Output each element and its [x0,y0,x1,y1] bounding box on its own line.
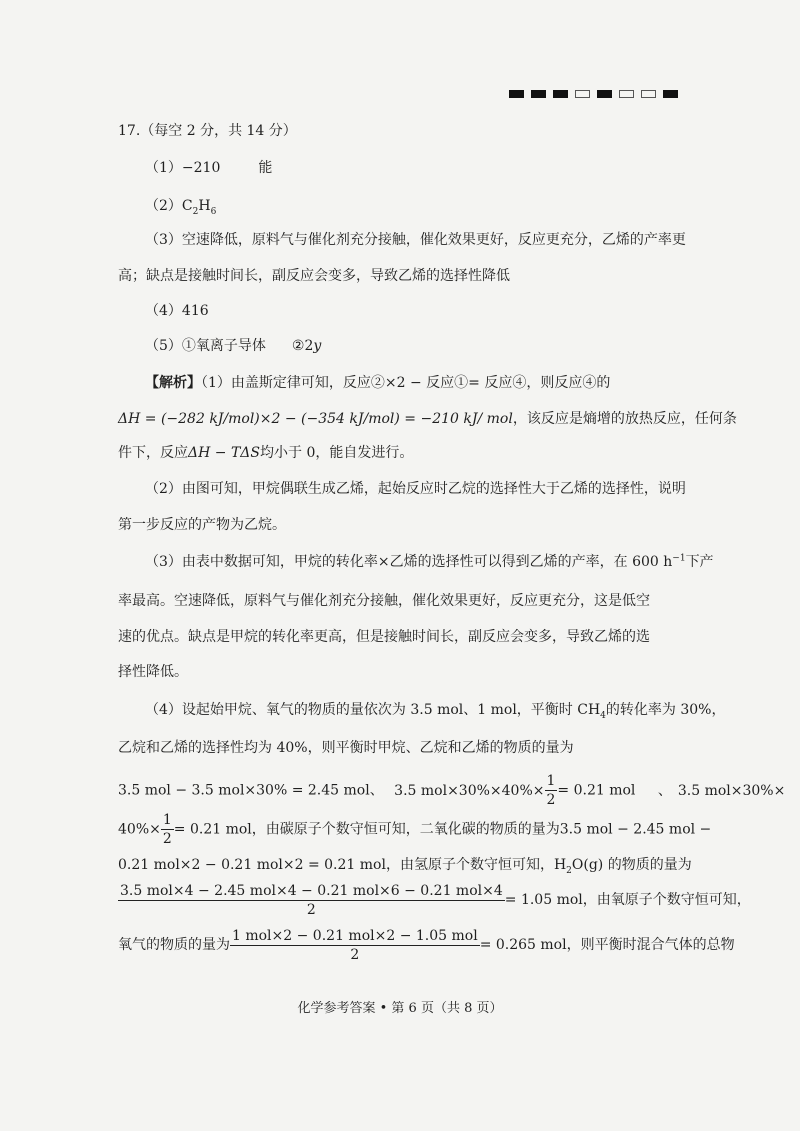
formula-c: C [181,198,193,214]
header-mark [531,90,546,98]
analysis-1-line-3-a: 件下，反应 [118,445,188,461]
answer-2 [145,196,216,216]
answer-5-part-1: （5）①氧离子导体 [145,338,266,354]
analysis-3-line-1-b: 下产 [685,554,714,570]
header-marks [509,90,678,98]
separator: 、 [657,782,672,799]
answer-3-line-2: 高；缺点是接触时间长，副反应会变多，导致乙烯的选择性降低 [118,268,510,284]
ch4-subscript: 4 [600,710,606,721]
question-17-title: 17.（每空 2 分，共 14 分） [118,123,297,139]
fraction-denominator: 2 [162,831,172,847]
water-fraction [118,882,505,919]
fraction-denominator: 2 [350,946,360,963]
answer-5 [145,336,321,356]
analysis-3-line-4: 择性降低。 [118,664,188,680]
answer-3-line-1: （3）空速降低，原料气与催化剂充分接触，催化效果更好，反应更充分，乙烯的产率更 [145,232,686,248]
analysis-1-text: （1）由盖斯定律可知，反应②×2 − 反应①= 反应④，则反应④的 [201,375,611,391]
answer-1-value: （1）−210 [145,160,221,176]
enthalpy-formula: ΔH = (−282 kJ/mol)×2 − (−354 kJ/mol) = −210 kJ/ mol [118,411,513,427]
fraction-numerator: 1 [546,773,556,789]
water-result: = 1.05 mol [504,892,583,908]
co2-equation-post: 0.21 mol×2 − 0.21 mol×2 = 0.21 mol [118,857,386,873]
ethylene-equation-cont: 40%× [118,821,161,838]
analysis-4-line-1-a: （4）设起始甲烷、氧气的物质的量依次为 3.5 mol、1 mol，平衡时 CH [145,702,601,718]
analysis-4-line-7 [118,925,735,965]
analysis-4-line-5 [118,855,692,875]
oxygen-fraction [230,927,480,964]
unit-exponent: −1 [672,553,686,564]
answer-4: （4）416 [145,303,209,319]
analysis-4-line-4 [118,811,711,848]
page-footer: 化学参考答案 • 第 6 页（共 8 页） [297,1001,503,1016]
header-mark [575,90,590,98]
answer-1 [145,158,272,178]
analysis-4-line-2: 乙烷和乙烯的选择性均为 40%，则平衡时甲烷、乙烷和乙烯的物质的量为 [118,740,574,756]
answer-2-label: （2） [145,198,182,214]
analysis-3-line-1-a: （3）由表中数据可知，甲烷的转化率×乙烯的选择性可以得到乙烯的产率，在 600 h [145,554,673,570]
analysis-2-line-1: （2）由图可知，甲烷偶联生成乙烯，起始反应时乙烷的选择性大于乙烯的选择性，说明 [145,481,686,497]
analysis-heading: 【解析】 [145,375,201,391]
ethane-equation-post: = 0.21 mol [557,782,636,799]
analysis-4-line-1 [145,700,725,720]
fraction-half [545,772,558,809]
header-mark [553,90,568,98]
analysis-1-line-2 [118,409,737,429]
analysis-4-line-6 [118,880,751,920]
fraction-numerator: 1 [162,812,172,828]
co2-equation-pre: 3.5 mol − 2.45 mol − [559,821,712,838]
analysis-4-line-5-a: ，由氢原子个数守恒可知，H [385,857,567,873]
fraction-denominator: 2 [546,792,556,808]
fraction-denominator: 2 [306,901,316,918]
fraction-half [161,811,174,848]
header-mark [663,90,678,98]
analysis-3-line-3: 速的优点。缺点是甲烷的转化率更高，但是接触时间长，副反应会变多，导致乙烯的选 [118,629,650,645]
header-mark [509,90,524,98]
answer-5-part-2: ②2 [291,338,314,354]
gibbs-formula: ΔH − TΔS [188,445,260,461]
formula-h: H [198,198,211,214]
methane-equation: 3.5 mol − 3.5 mol×30% = 2.45 mol [118,782,370,799]
analysis-4-line-3 [118,772,785,809]
analysis-1-line-3 [118,443,413,463]
header-mark [597,90,612,98]
analysis-4-line-1-b: 的转化率为 30%， [605,702,726,718]
analysis-2-line-2: 第一步反应的产物为乙烷。 [118,517,286,533]
analysis-1-line-1 [145,373,610,393]
oxygen-result: = 0.265 mol [479,937,567,953]
formula-h-sub: 6 [210,206,217,217]
fraction-numerator: 3.5 mol×4 − 2.45 mol×4 − 0.21 mol×6 − 0.21 mol×4 [120,882,503,899]
ethylene-equation-post: = 0.21 mol [173,821,252,838]
header-mark [641,90,656,98]
analysis-4-line-7-a: 氧气的物质的量为 [118,937,230,953]
analysis-4-line-4-text: ，由碳原子个数守恒可知，二氧化碳的物质的量为 [251,821,560,838]
fraction-numerator: 1 mol×2 − 0.21 mol×2 − 1.05 mol [232,927,478,944]
analysis-4-line-6-text: ，由氧原子个数守恒可知， [582,892,751,908]
analysis-3-line-2: 率最高。空速降低，原料气与催化剂充分接触，催化效果更好，反应更充分，这是低空 [118,593,650,609]
header-mark [619,90,634,98]
ethylene-equation-pre: 3.5 mol×30%× [677,782,786,799]
analysis-1-line-2-text: ，该反应是熵增的放热反应，任何条 [512,411,737,427]
h2o-subscript: 2 [566,865,572,876]
analysis-1-line-3-b: 均小于 0，能自发进行。 [260,445,414,461]
answer-5-variable: y [313,338,322,354]
analysis-3-line-1 [145,552,714,572]
ethane-equation-pre: 3.5 mol×30%×40%× [394,782,545,799]
answer-1-extra: 能 [258,160,273,176]
separator: 、 [369,782,384,799]
formula-c-sub: 2 [192,206,199,217]
analysis-4-line-5-b: O(g) 的物质的量为 [571,857,692,873]
analysis-4-line-7-text: ，则平衡时混合气体的总物 [566,937,735,953]
